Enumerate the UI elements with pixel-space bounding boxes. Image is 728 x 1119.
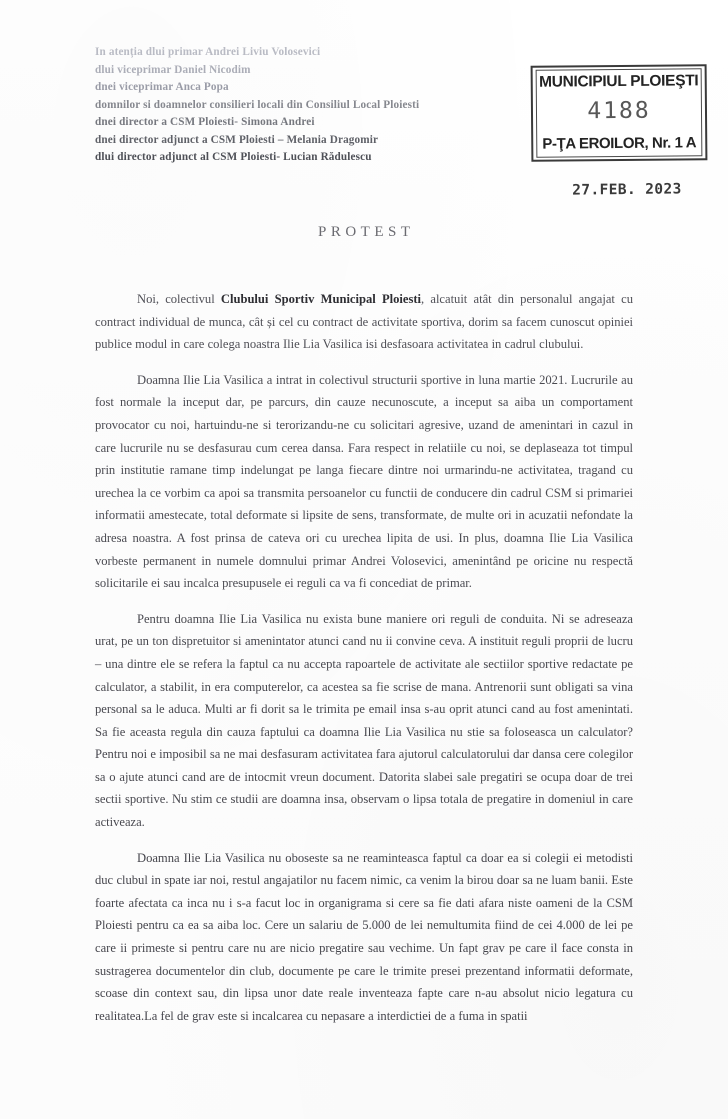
addressee-line-5: dnei director a CSM Ploiesti- Simona Andrei bbox=[95, 116, 315, 128]
stamp-address-label: P-ŢA EROILOR, Nr. 1 A bbox=[542, 134, 697, 153]
paragraph: Doamna Ilie Lia Vasilica a intrat in colectivul structurii sportive in luna martie 2021. Lucrurile au fost normale la inceput dar, pe parcurs, din cauze necunoscute, a inceput sa aiba un comportament provocator cu noi, hartuindu-ne si terorizandu-ne cu solicitari agresive, uzand de amenintari in cazul in care lucrurile nu se desfasurau cum cerea dansa. Fara respect in relatiile cu noi, se deplaseaza tot timpul prin institutie ramane timp indelungat pe langa fiecare dintre noi urmarindu-ne activitatea, tragand cu urechea la ce vorbim ca apoi sa transmita persoanelor cu functii de conducere din cadrul CSM si primariei informatii amestecate, total deformate si lipsite de sens, transformate, de multe ori in acuzatii nefondate la adresa noastra. A fost prinsa de cateva ori cu urechea lipita de usi. In plus, doamna Ilie Lia Vasilica vorbeste permanent in numele domnului primar Andrei Volosevici, amenintând pe oricine nu respectă solicitarile ei sau incalca presupusele ei reguli ca va fi concediat de primar. bbox=[95, 372, 633, 591]
paragraph: Noi, colectivul Clubului Sportiv Municipal Ploiesti, alcatuit atât din personalul angajat cu contract individual de munca, cât și cel cu contract de activitate sportiva, dorim sa facem cunoscut opiniei publice modul in care colega noastra Ilie Lia Vasilica isi desfasoara activitatea in cadrul clubului. bbox=[95, 292, 634, 352]
paragraph: Pentru doamna Ilie Lia Vasilica nu exista bune maniere ori reguli de conduita. Ni se adreseaza urat, pe un ton dispretuitor si amenintator atunci cand nu ii convine ceva. A instituit reguli proprii de lucru – una dintre ele se refera la faptul ca nu accepta rapoartele de activitate ale sectiilor sportive redactate pe calculator, a stabilit, in era computerelor, ca acestea sa fie scrise de mana. Antrenorii sunt obligati sa vina personal sa le aduca. Multi ar fi dorit sa le trimita pe email insa s-au oprit atunci cand au fost amenintati. Sa fie aceasta regula din cauza faptului ca doamna Ilie Lia Vasilica nu stie sa foloseasca un calculator? Pentru noi e imposibil sa ne mai desfasuram activitatea fara ajutorul calculatorului dar dansa cere colegilor sa o ajute atunci cand are de intocmit vreun document. Datorita slabei sale pregatiri se ocupa doar de trei sectii sportive. Nu stim ce studii are doamna insa, observam o lipsa totala de pregatire in domeniul in care activeaza. bbox=[95, 611, 633, 830]
addressee-block bbox=[95, 44, 525, 167]
addressee-line-7: dlui director adjunct al CSM Ploiesti- Lucian Rădulescu bbox=[95, 151, 372, 163]
stamp-inner-border bbox=[536, 68, 703, 157]
stamp-date: 27.FEB. 2023 bbox=[572, 181, 682, 199]
addressee-line-2: dlui viceprimar Daniel Nicodim bbox=[95, 63, 251, 76]
stamp-city-label: MUNICIPIUL PLOIEŞTI bbox=[538, 72, 699, 91]
addressee-line-4: domnilor si doamnelor consilieri locali din Consiliul Local Ploiesti bbox=[95, 98, 420, 111]
document-body bbox=[95, 288, 633, 1040]
addressee-line-1: In atenția dlui primar Andrei Liviu Volosevici bbox=[95, 46, 321, 58]
page-title: PROTEST bbox=[317, 224, 415, 240]
addressee-line-3: dnei viceprimar Anca Popa bbox=[95, 81, 229, 93]
addressee-line-6: dnei director adjunct a CSM Ploiesti – Melania Dragomir bbox=[95, 133, 379, 146]
registration-stamp bbox=[531, 64, 708, 162]
paragraph: Doamna Ilie Lia Vasilica nu oboseste sa ne reaminteasca faptul ca doar ea si colegii ei metodisti duc clubul in spate iar noi, restul angajatilor nu facem nimic, ca venim la birou doar sa ne luam banii. Este foarte afectata ca inca nu i s-a facut loc in organigrama si cere sa fie dati afara niste oameni de la CSM Ploiesti pentru ca ea sa aiba loc. Cere un salariu de 5.000 de lei nemultumita fiind de cei 4.000 de lei pe care ii primeste si pentru care nu are nicio pregatire sau vechime. Un fapt grav pe care il face consta in sustragerea documentelor din club, documente pe care le trimite presei prezentand informatii deformate, scoase din context sau, din lipsa unor date reale inventeaza fapte care n-au absolut nicio legatura cu realitatea.La fel de grav este si incalcarea cu nepasare a interdictiei de a fuma in spatii bbox=[95, 850, 633, 1023]
stamp-registration-number: 4188 bbox=[587, 97, 651, 125]
